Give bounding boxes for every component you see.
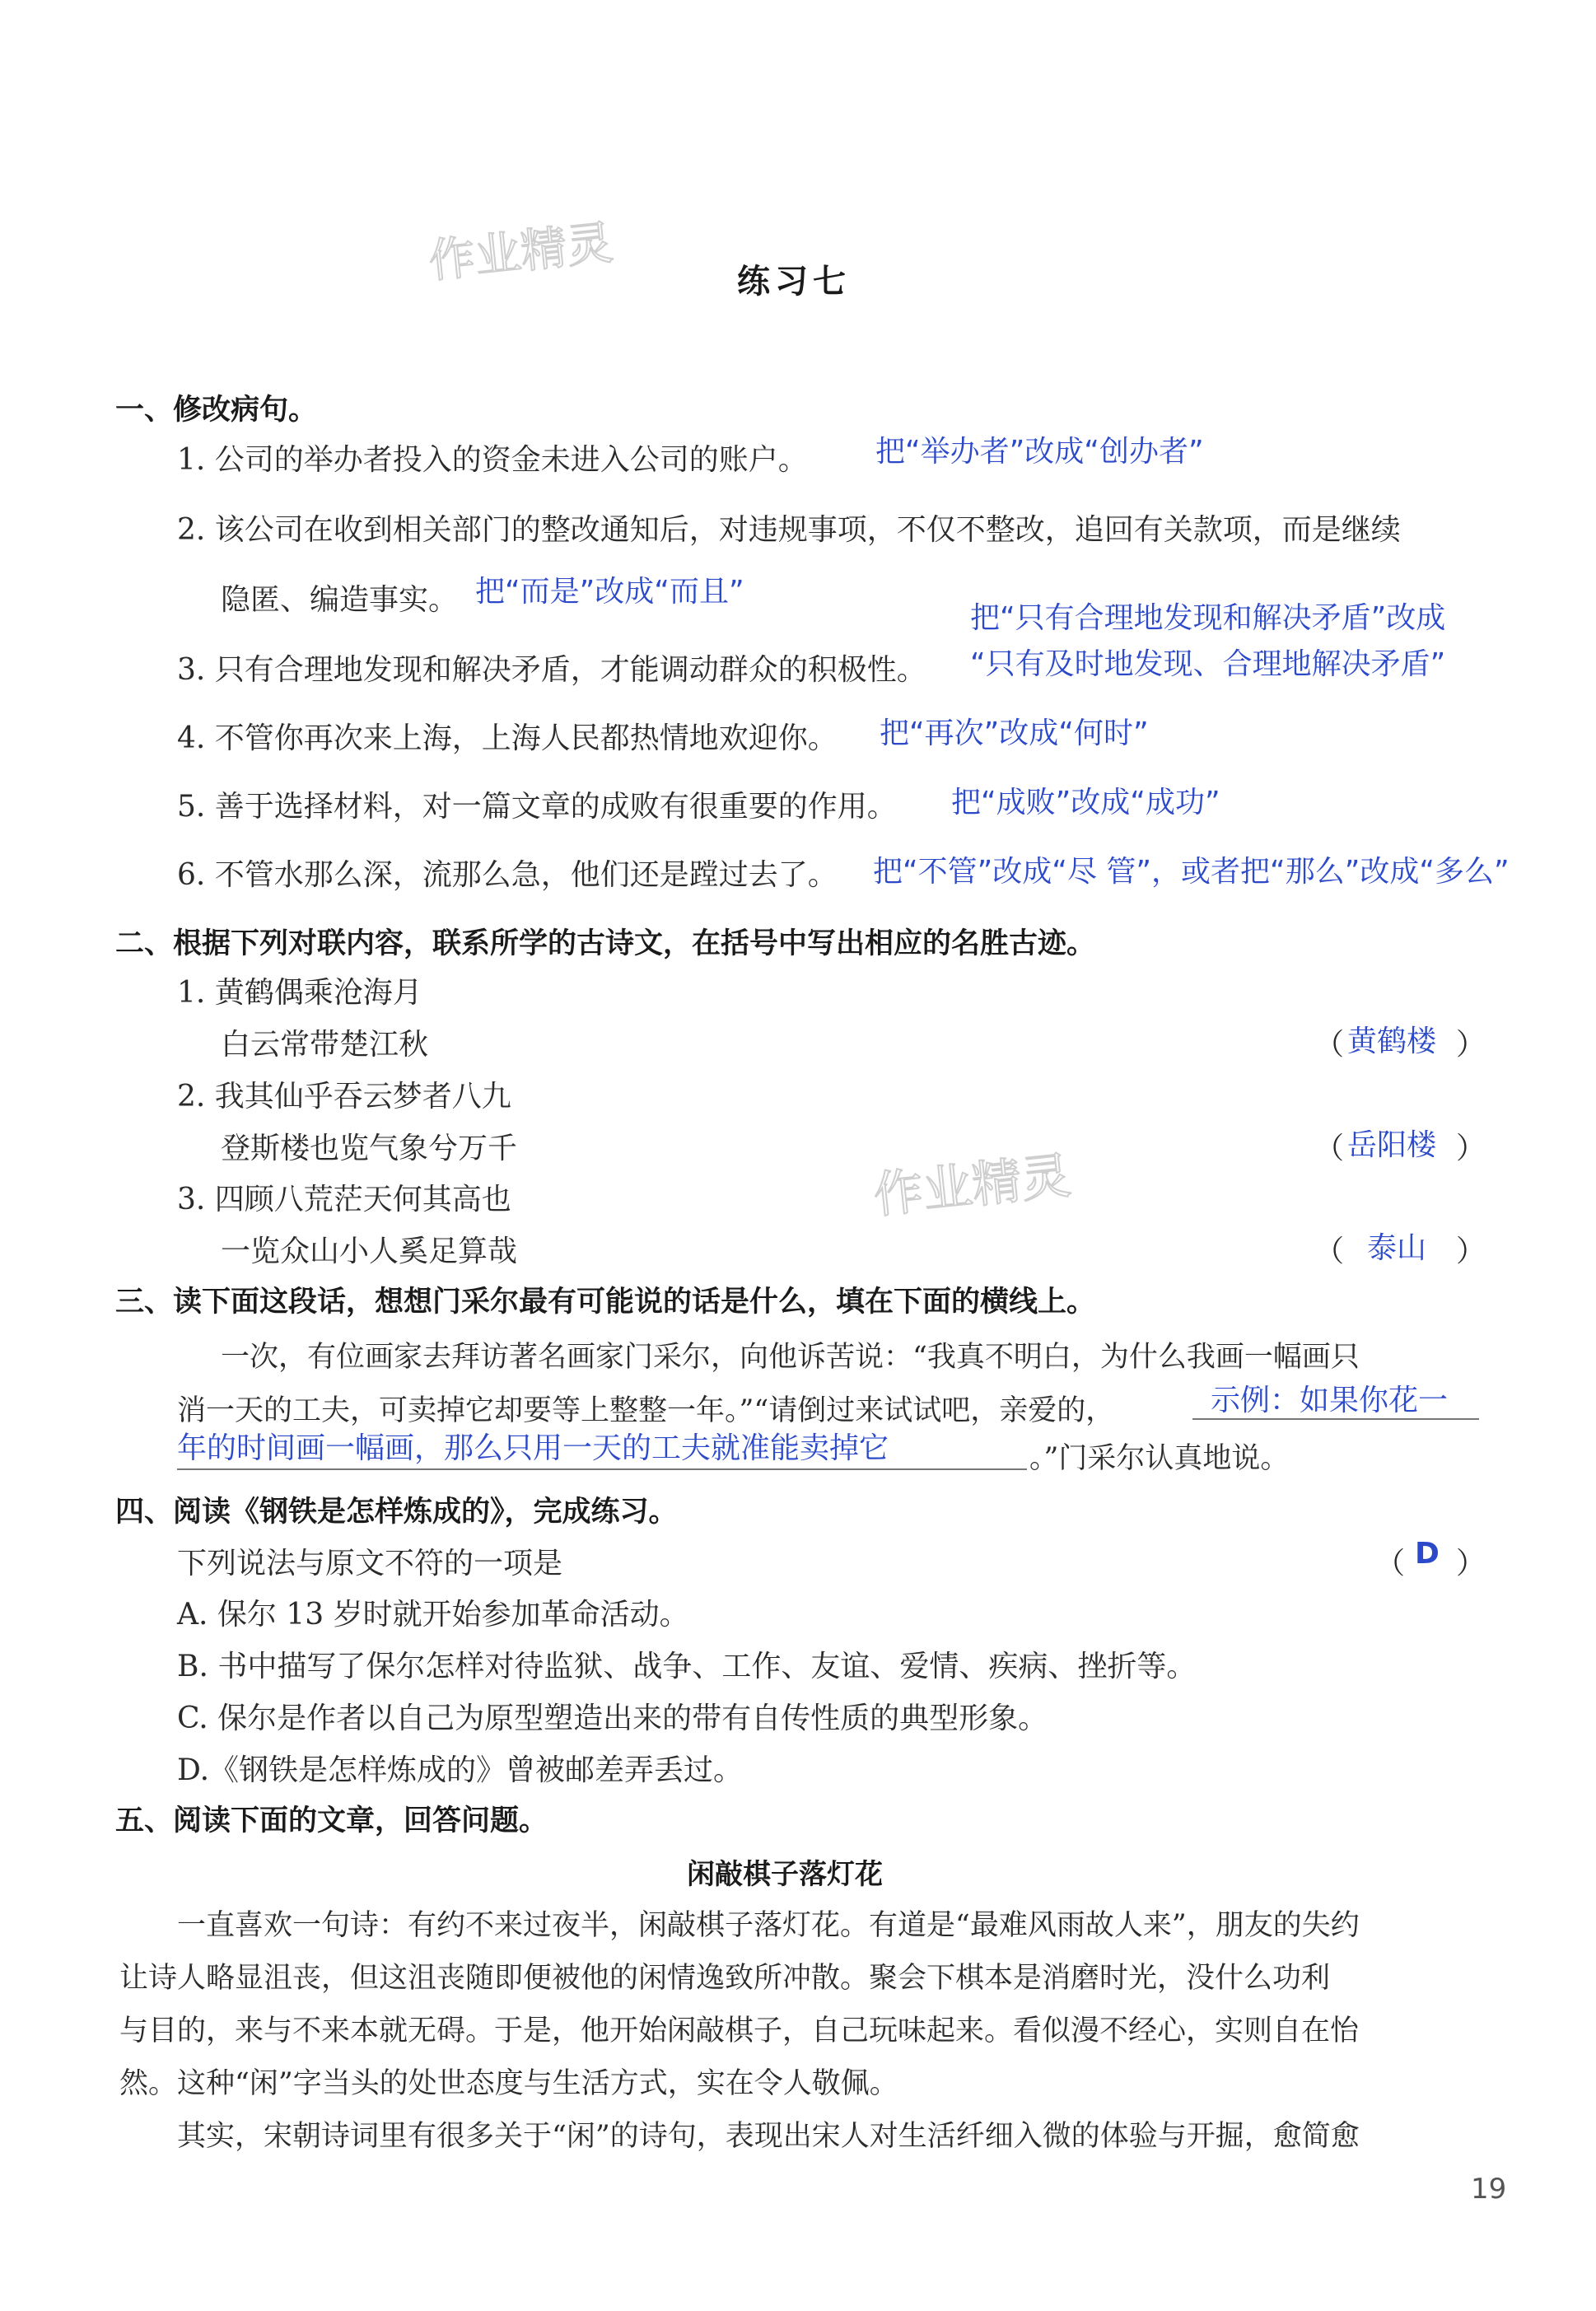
s3-line3-end: 。”门采尔认真地说。 xyxy=(1029,1442,1290,1475)
section2-heading: 二、根据下列对联内容，联系所学的古诗文，在括号中写出相应的名胜古迹。 xyxy=(115,927,1096,960)
s2-item3-paren-close: ） xyxy=(1456,1235,1486,1268)
s4-question: 下列说法与原文不符的一项是 xyxy=(177,1547,563,1580)
section3-heading: 三、读下面这段话，想想门采尔最有可能说的话是什么，填在下面的横线上。 xyxy=(115,1286,1096,1319)
s3-line1: 一次，有位画家去拜访著名画家门采尔，向他诉苦说：“我真不明白，为什么我画一幅画只 xyxy=(221,1341,1360,1374)
s1-item3-answer-line2: “只有及时地发现、合理地解决矛盾” xyxy=(970,647,1446,681)
s4-option-c: C. 保尔是作者以自己为原型塑造出来的带有自传性质的典型形象。 xyxy=(177,1702,1048,1735)
s1-item4-text: 4. 不管你再次来上海，上海人民都热情地欢迎你。 xyxy=(177,721,838,755)
s1-item2-text-line2: 隐匿、编造事实。 xyxy=(221,583,459,617)
s2-item2-line1: 2. 我其仙乎吞云梦者八九 xyxy=(177,1080,511,1113)
s1-item3-text: 3. 只有合理地发现和解决矛盾，才能调动群众的积极性。 xyxy=(177,653,926,687)
article-line-1: 一直喜欢一句诗：有约不来过夜半，闲敲棋子落灯花。有道是“最难风雨故人来”，朋友的失约 xyxy=(177,1909,1360,1942)
s4-option-b: B. 书中描写了保尔怎样对待监狱、战争、工作、友谊、爱情、疾病、挫折等。 xyxy=(177,1650,1197,1683)
article-line-2: 让诗人略显沮丧，但这沮丧随即便被他的闲情逸致所冲散。聚会下棋本是消磨时光，没什么功利 xyxy=(119,1962,1331,1995)
s2-item1-line2: 白云常带楚江秋 xyxy=(221,1028,429,1062)
s1-item5-answer: 把“成败”改成“成功” xyxy=(951,786,1220,819)
s4-option-d: D.《钢铁是怎样炼成的》曾被邮差弄丢过。 xyxy=(177,1753,744,1787)
s4-paren-close: ） xyxy=(1456,1547,1486,1580)
s3-answer-line1: 示例：如果你花一 xyxy=(1211,1384,1449,1417)
s1-item6-text: 6. 不管水那么深，流那么急，他们还是蹚过去了。 xyxy=(177,858,838,892)
s3-fill-underline-2 xyxy=(177,1468,1027,1470)
s2-item2-answer: 岳阳楼 xyxy=(1347,1128,1437,1162)
section4-heading: 四、阅读《钢铁是怎样炼成的》，完成练习。 xyxy=(115,1496,678,1529)
watermark: 作业精灵 xyxy=(426,216,616,289)
s2-item1-paren-close: ） xyxy=(1456,1028,1486,1062)
s1-item5-text: 5. 善于选择材料，对一篇文章的成败有很重要的作用。 xyxy=(177,790,897,824)
article-line-3: 与目的，来与不来本就无碍。于是，他开始闲敲棋子，自己玩味起来。看似漫不经心，实则自在怡 xyxy=(119,2015,1360,2047)
s1-item4-answer: 把“再次”改成“何时” xyxy=(880,717,1149,750)
s4-answer: D xyxy=(1415,1537,1440,1571)
s1-item1-answer: 把“举办者”改成“创办者” xyxy=(875,435,1204,469)
s2-item1-paren-open: （ xyxy=(1314,1028,1345,1062)
s1-item2-answer: 把“而是”改成“而且” xyxy=(475,575,744,609)
s1-item2-text-line1: 2. 该公司在收到相关部门的整改通知后，对违规事项，不仅不整改，追回有关款项，而是继续 xyxy=(177,513,1401,547)
s2-item3-paren-open: （ xyxy=(1314,1235,1345,1268)
s4-option-a: A. 保尔 13 岁时就开始参加革命活动。 xyxy=(177,1598,689,1632)
s4-paren-open: （ xyxy=(1375,1547,1406,1580)
page-title: 练习七 xyxy=(737,263,851,301)
section5-heading: 五、阅读下面的文章，回答问题。 xyxy=(115,1804,548,1837)
s1-item1-text: 1. 公司的举办者投入的资金未进入公司的账户。 xyxy=(177,443,808,477)
s3-answer-line2: 年的时间画一幅画，那么只用一天的工夫就准能卖掉它 xyxy=(177,1431,889,1465)
s2-item3-line2: 一览众山小人奚足算哉 xyxy=(221,1235,518,1268)
s1-item3-answer-line1: 把“只有合理地发现和解决矛盾”改成 xyxy=(970,601,1446,635)
article-line-4: 然。这种“闲”字当头的处世态度与生活方式，实在令人敬佩。 xyxy=(119,2067,898,2100)
s2-item1-line1: 1. 黄鹤偶乘沧海月 xyxy=(177,976,422,1010)
article-line-5: 其实，宋朝诗词里有很多关于“闲”的诗句，表现出宋人对生活纤细入微的体验与开掘，愈简愈 xyxy=(177,2120,1360,2153)
article-title: 闲敲棋子落灯花 xyxy=(687,1858,883,1891)
s2-item3-answer: 泰山 xyxy=(1367,1231,1427,1265)
s2-item2-line2: 登斯楼也览气象兮万千 xyxy=(221,1132,518,1165)
s2-item2-paren-close: ） xyxy=(1456,1132,1486,1165)
s2-item1-answer: 黄鹤楼 xyxy=(1347,1025,1437,1058)
s1-item6-answer: 把“不管”改成“尽 管”，或者把“那么”改成“多么” xyxy=(873,855,1510,889)
s3-fill-underline-1 xyxy=(1192,1418,1479,1420)
s2-item3-line1: 3. 四顾八荒茫天何其高也 xyxy=(177,1183,511,1216)
s3-line2: 消一天的工夫，可卖掉它却要等上整整一年。”“请倒过来试试吧，亲爱的， xyxy=(177,1394,1115,1427)
page-number: 19 xyxy=(1471,2173,1507,2206)
watermark-2: 作业精灵 xyxy=(870,1146,1074,1226)
section1-heading: 一、修改病句。 xyxy=(115,394,318,427)
s2-item2-paren-open: （ xyxy=(1314,1132,1345,1165)
